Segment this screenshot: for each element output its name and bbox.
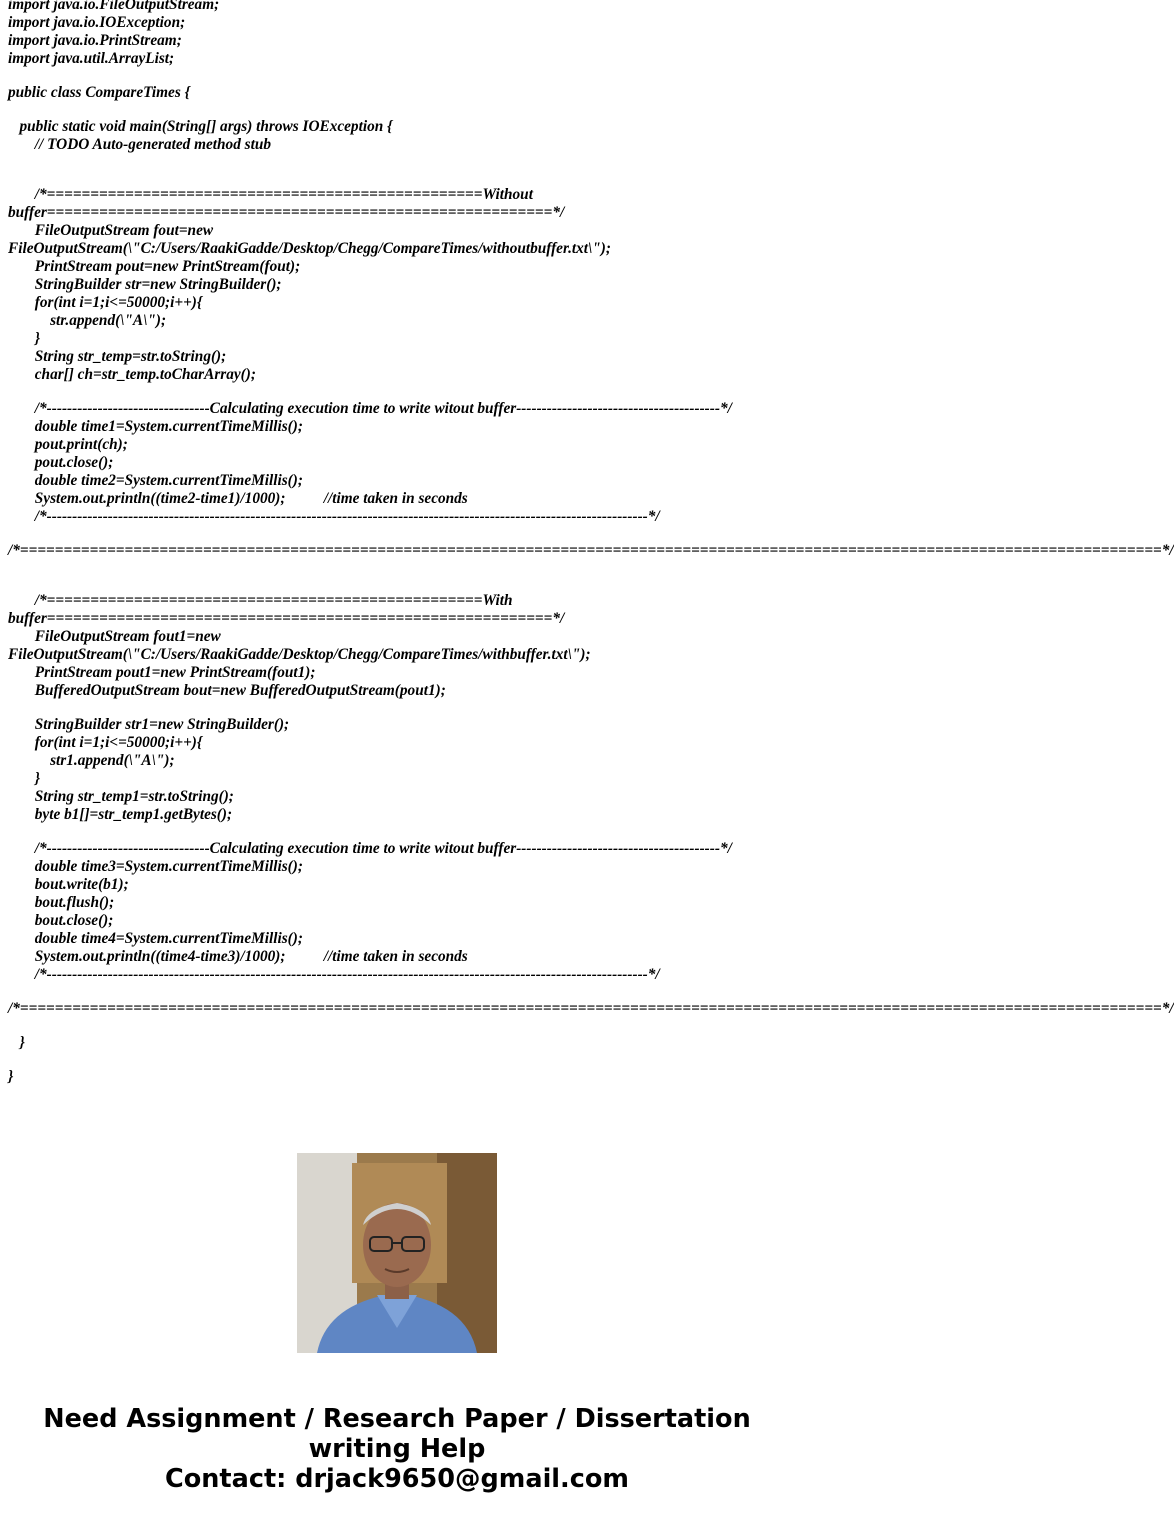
code-line: /*--------------------------------Calculating execution time to write witout buffer----------------------------------------*/ (8, 400, 732, 417)
code-line: String str_temp1=str.toString(); (8, 788, 234, 805)
code-line: bout.close(); (8, 912, 114, 929)
code-line: /*===================================================================================================================================*/ (8, 1000, 1174, 1017)
code-line: double time4=System.currentTimeMillis(); (8, 930, 303, 947)
author-photo (297, 1153, 497, 1353)
code-line: for(int i=1;i<=50000;i++){ (8, 734, 203, 751)
code-line (8, 824, 794, 840)
code-line: char[] ch=str_temp.toCharArray(); (8, 366, 256, 383)
code-line: PrintStream pout=new PrintStream(fout); (8, 258, 301, 275)
code-line: str.append(\"A\"); (8, 312, 167, 329)
code-line (8, 68, 794, 84)
code-line: byte b1[]=str_temp1.getBytes(); (8, 806, 233, 823)
code-line: /*==================================================With (8, 592, 513, 609)
code-line: FileOutputStream(\"C:/Users/RaakiGadde/Desktop/Chegg/CompareTimes/withoutbuffer.txt\"); (8, 240, 611, 257)
promo-banner (0, 1404, 794, 1494)
code-line: public static void main(String[] args) throws IOException { (8, 118, 393, 135)
code-line: // TODO Auto-generated method stub (8, 136, 272, 153)
code-line: public class CompareTimes { (8, 84, 190, 101)
code-line: FileOutputStream(\"C:/Users/RaakiGadde/Desktop/Chegg/CompareTimes/withbuffer.txt\"); (8, 646, 591, 663)
code-line: System.out.println((time4-time3)/1000); //time taken in seconds (8, 948, 468, 965)
code-line: /*==================================================Without (8, 186, 533, 203)
code-line (8, 170, 794, 186)
code-line: StringBuilder str=new StringBuilder(); (8, 276, 282, 293)
code-line (8, 154, 794, 170)
code-line: } (8, 1034, 25, 1051)
code-line: System.out.println((time2-time1)/1000); //time taken in seconds (8, 490, 468, 507)
code-line (8, 102, 794, 118)
code-line: bout.write(b1); (8, 876, 129, 893)
code-line (8, 560, 794, 576)
code-line: double time3=System.currentTimeMillis(); (8, 858, 303, 875)
code-line: } (8, 1068, 14, 1085)
code-line: /*----------------------------------------------------------------------------------------------------------------------*/ (8, 508, 660, 525)
code-line (8, 576, 794, 592)
code-line (8, 526, 794, 542)
author-portrait-image (297, 1153, 497, 1353)
code-line: buffer==========================================================*/ (8, 610, 565, 627)
code-line: } (8, 770, 41, 787)
code-line: BufferedOutputStream bout=new BufferedOutputStream(pout1); (8, 682, 446, 699)
code-line: /*----------------------------------------------------------------------------------------------------------------------*/ (8, 966, 660, 983)
code-line (8, 384, 794, 400)
code-line: import java.io.PrintStream; (8, 32, 182, 49)
code-line: pout.close(); (8, 454, 114, 471)
code-line: pout.print(ch); (8, 436, 128, 453)
code-line: /*--------------------------------Calculating execution time to write witout buffer----------------------------------------*/ (8, 840, 732, 857)
code-line (8, 984, 794, 1000)
promo-line-2: writing Help (308, 1434, 486, 1464)
promo-line-1: Need Assignment / Research Paper / Dissertation (43, 1404, 751, 1434)
code-line: FileOutputStream fout=new (8, 222, 214, 239)
code-line (8, 700, 794, 716)
code-line: double time1=System.currentTimeMillis(); (8, 418, 303, 435)
code-line: /*===================================================================================================================================*/ (8, 542, 1174, 559)
code-line: PrintStream pout1=new PrintStream(fout1); (8, 664, 316, 681)
code-line: import java.io.IOException; (8, 14, 186, 31)
code-line: StringBuilder str1=new StringBuilder(); (8, 716, 290, 733)
code-line: buffer==========================================================*/ (8, 204, 565, 221)
code-line: bout.flush(); (8, 894, 115, 911)
code-line: FileOutputStream fout1=new (8, 628, 221, 645)
java-source-code (8, 0, 1174, 1086)
code-line: String str_temp=str.toString(); (8, 348, 227, 365)
promo-contact: Contact: drjack9650@gmail.com (165, 1464, 629, 1494)
code-line: for(int i=1;i<=50000;i++){ (8, 294, 203, 311)
code-line: import java.io.FileOutputStream; (8, 0, 220, 13)
code-line: double time2=System.currentTimeMillis(); (8, 472, 303, 489)
code-line: str1.append(\"A\"); (8, 752, 175, 769)
code-line (8, 1052, 794, 1068)
code-line (8, 1018, 794, 1034)
code-line: } (8, 330, 41, 347)
code-line: import java.util.ArrayList; (8, 50, 175, 67)
